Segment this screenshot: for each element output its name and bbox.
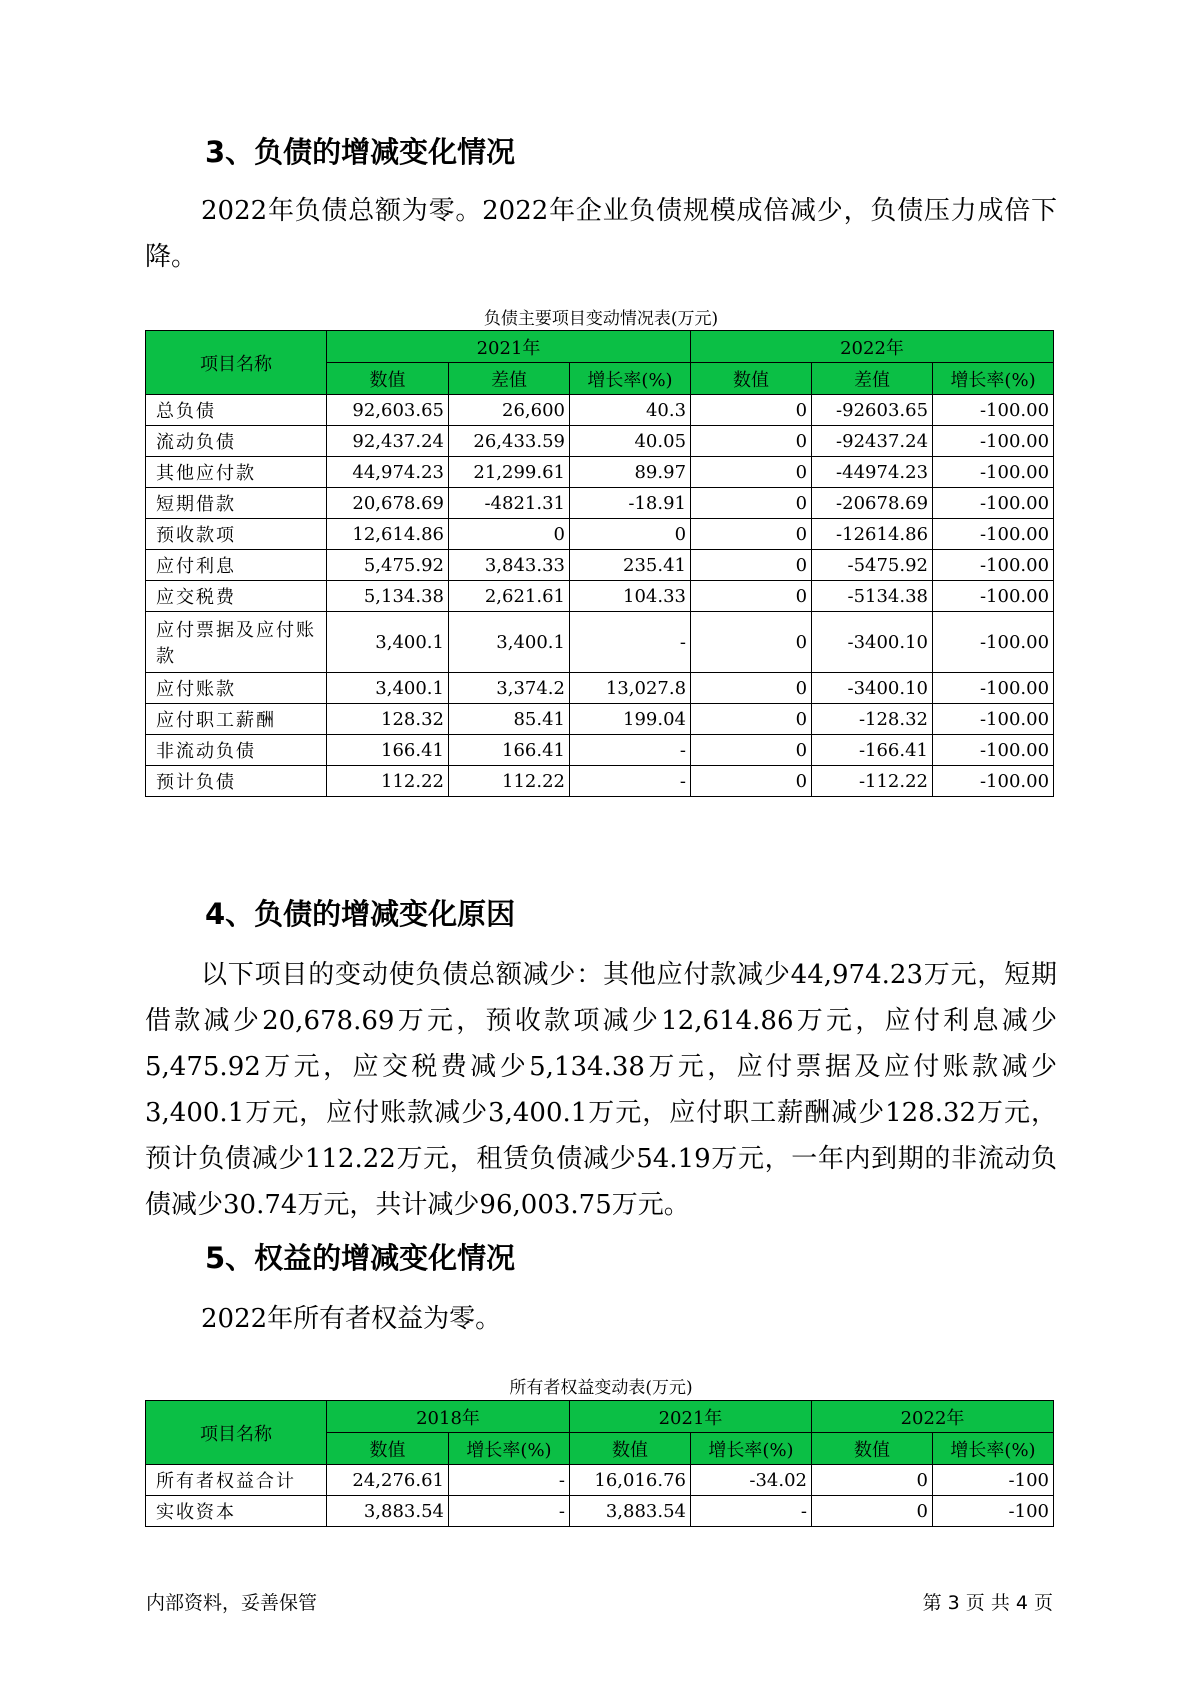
table-cell: -100.00: [933, 704, 1054, 735]
header-growth: 增长率(%): [933, 363, 1054, 395]
row-item-name: 实收资本: [146, 1496, 327, 1527]
section-5-paragraph: 2022年所有者权益为零。: [201, 1304, 502, 1334]
table-cell: 92,603.65: [327, 395, 449, 426]
table-cell: 166.41: [327, 735, 449, 766]
header-value: 数值: [570, 1433, 691, 1465]
table-cell: 24,276.61: [327, 1465, 449, 1496]
header-item-name: 项目名称: [146, 1401, 327, 1465]
table-row: [146, 1465, 1054, 1496]
table-cell: -20678.69: [812, 488, 933, 519]
table-cell: 166.41: [449, 735, 570, 766]
row-item-name: 应交税费: [146, 581, 327, 612]
table-row: [146, 704, 1054, 735]
table-cell: -44974.23: [812, 457, 933, 488]
table-cell: -92437.24: [812, 426, 933, 457]
table-cell: -: [449, 1496, 570, 1527]
table-cell: 0: [691, 704, 812, 735]
table-cell: -: [570, 612, 691, 673]
table-cell: 0: [691, 395, 812, 426]
table-cell: 0: [691, 426, 812, 457]
table-cell: -100.00: [933, 550, 1054, 581]
table-cell: 12,614.86: [327, 519, 449, 550]
table-cell: -12614.86: [812, 519, 933, 550]
row-item-name: 其他应付款: [146, 457, 327, 488]
header-value: 数值: [691, 363, 812, 395]
table-row: [146, 735, 1054, 766]
table-cell: 0: [691, 550, 812, 581]
liability-table-caption: 负债主要项目变动情况表(万元): [483, 309, 719, 329]
table-cell: -4821.31: [449, 488, 570, 519]
table-cell: -100.00: [933, 612, 1054, 673]
table-cell: 0: [812, 1496, 933, 1527]
table-cell: -34.02: [691, 1465, 812, 1496]
table-cell: 40.3: [570, 395, 691, 426]
row-item-name: 所有者权益合计: [146, 1465, 327, 1496]
table-cell: 0: [691, 766, 812, 797]
table-row: [146, 766, 1054, 797]
table-row: [146, 673, 1054, 704]
equity-table-caption: 所有者权益变动表(万元): [509, 1378, 693, 1398]
table-cell: -100.00: [933, 735, 1054, 766]
table-cell: -: [570, 735, 691, 766]
table-cell: 0: [691, 488, 812, 519]
row-item-name: 短期借款: [146, 488, 327, 519]
header-year-2021: 2021年: [327, 331, 691, 363]
table-cell: -92603.65: [812, 395, 933, 426]
section-4-heading: 4、负债的增减变化原因: [205, 897, 516, 931]
header-year-2021: 2021年: [570, 1401, 812, 1433]
table-cell: -: [691, 1496, 812, 1527]
header-diff: 差值: [449, 363, 570, 395]
table-cell: -100: [933, 1465, 1054, 1496]
table-cell: 3,400.1: [327, 612, 449, 673]
header-diff: 差值: [812, 363, 933, 395]
table-cell: -166.41: [812, 735, 933, 766]
table-cell: 0: [691, 457, 812, 488]
row-item-name: 总负债: [146, 395, 327, 426]
table-cell: 89.97: [570, 457, 691, 488]
table-row: [146, 426, 1054, 457]
row-item-name: 应付账款: [146, 673, 327, 704]
table-cell: 5,134.38: [327, 581, 449, 612]
table-cell: 0: [691, 612, 812, 673]
table-cell: -100.00: [933, 426, 1054, 457]
table-cell: 104.33: [570, 581, 691, 612]
table-cell: 3,374.2: [449, 673, 570, 704]
header-item-name: 项目名称: [146, 331, 327, 395]
table-cell: -100.00: [933, 581, 1054, 612]
header-year-2022: 2022年: [812, 1401, 1054, 1433]
header-year-2022: 2022年: [691, 331, 1054, 363]
footer-page-number: 第 3 页 共 4 页: [922, 1592, 1053, 1614]
table-cell: 0: [691, 581, 812, 612]
row-item-name: 预计负债: [146, 766, 327, 797]
table-cell: 20,678.69: [327, 488, 449, 519]
table-cell: -100.00: [933, 766, 1054, 797]
table-cell: -: [449, 1465, 570, 1496]
row-item-name: 非流动负债: [146, 735, 327, 766]
table-cell: 3,883.54: [327, 1496, 449, 1527]
table-cell: -3400.10: [812, 673, 933, 704]
row-item-name: 流动负债: [146, 426, 327, 457]
table-cell: 21,299.61: [449, 457, 570, 488]
table-cell: 3,883.54: [570, 1496, 691, 1527]
table-cell: -3400.10: [812, 612, 933, 673]
equity-table-body: [146, 1465, 1054, 1527]
table-cell: 26,433.59: [449, 426, 570, 457]
table-cell: 44,974.23: [327, 457, 449, 488]
table-cell: 0: [691, 673, 812, 704]
row-item-name: 应付票据及应付账款: [146, 612, 327, 673]
table-cell: -128.32: [812, 704, 933, 735]
table-cell: 85.41: [449, 704, 570, 735]
header-value: 数值: [327, 363, 449, 395]
table-cell: 112.22: [327, 766, 449, 797]
table-cell: 0: [812, 1465, 933, 1496]
liability-table-body: [146, 395, 1054, 797]
table-row: [146, 395, 1054, 426]
header-growth: 增长率(%): [570, 363, 691, 395]
section-3-paragraph: 2022年负债总额为零。2022年企业负债规模成倍减少，负债压力成倍下降。: [145, 196, 1057, 272]
table-cell: 13,027.8: [570, 673, 691, 704]
table-cell: 199.04: [570, 704, 691, 735]
header-growth: 增长率(%): [691, 1433, 812, 1465]
header-growth: 增长率(%): [449, 1433, 570, 1465]
section-5-heading: 5、权益的增减变化情况: [205, 1241, 516, 1275]
table-cell: 112.22: [449, 766, 570, 797]
table-cell: 0: [691, 735, 812, 766]
table-cell: 2,621.61: [449, 581, 570, 612]
table-cell: 3,400.1: [327, 673, 449, 704]
table-cell: 92,437.24: [327, 426, 449, 457]
table-cell: 0: [691, 519, 812, 550]
table-cell: 0: [449, 519, 570, 550]
table-row: [146, 581, 1054, 612]
row-item-name: 应付职工薪酬: [146, 704, 327, 735]
header-year-2018: 2018年: [327, 1401, 570, 1433]
table-row: [146, 612, 1054, 673]
table-cell: 3,400.1: [449, 612, 570, 673]
row-item-name: 预收款项: [146, 519, 327, 550]
table-cell: -100.00: [933, 673, 1054, 704]
table-cell: 128.32: [327, 704, 449, 735]
table-cell: -100.00: [933, 457, 1054, 488]
table-cell: 5,475.92: [327, 550, 449, 581]
table-cell: -100.00: [933, 519, 1054, 550]
header-growth: 增长率(%): [933, 1433, 1054, 1465]
table-cell: 40.05: [570, 426, 691, 457]
table-row: [146, 1496, 1054, 1527]
table-cell: -: [570, 766, 691, 797]
table-cell: 0: [570, 519, 691, 550]
table-row: [146, 457, 1054, 488]
table-row: [146, 488, 1054, 519]
table-cell: -100.00: [933, 488, 1054, 519]
table-row: [146, 519, 1054, 550]
table-cell: -100: [933, 1496, 1054, 1527]
table-cell: -100.00: [933, 395, 1054, 426]
table-cell: 3,843.33: [449, 550, 570, 581]
liability-table: [145, 330, 1054, 797]
section-3-heading: 3、负债的增减变化情况: [205, 135, 516, 169]
table-cell: 16,016.76: [570, 1465, 691, 1496]
table-cell: -5134.38: [812, 581, 933, 612]
header-value: 数值: [812, 1433, 933, 1465]
equity-table: [145, 1400, 1054, 1527]
table-cell: 26,600: [449, 395, 570, 426]
header-value: 数值: [327, 1433, 449, 1465]
row-item-name: 应付利息: [146, 550, 327, 581]
footer-confidential-note: 内部资料，妥善保管: [146, 1592, 318, 1614]
table-cell: -5475.92: [812, 550, 933, 581]
table-cell: -112.22: [812, 766, 933, 797]
section-4-paragraph: 以下项目的变动使负债总额减少：其他应付款减少44,974.23万元，短期借款减少20,678.69万元，预收款项减少12,614.86万元，应付利息减少5,475.92万元，应交税费减少5,134.38万元，应付票据及应付账款减少3,400.1万元，应付账款减少3,400.1万元，应付职工薪酬减少128.32万元，预计负债减少112.22万元，租赁负债减少54.19万元，一年内到期的非流动负债减少30.74万元，共计减少96,003.75万元。: [145, 960, 1057, 1220]
table-row: [146, 550, 1054, 581]
table-cell: 235.41: [570, 550, 691, 581]
table-cell: -18.91: [570, 488, 691, 519]
